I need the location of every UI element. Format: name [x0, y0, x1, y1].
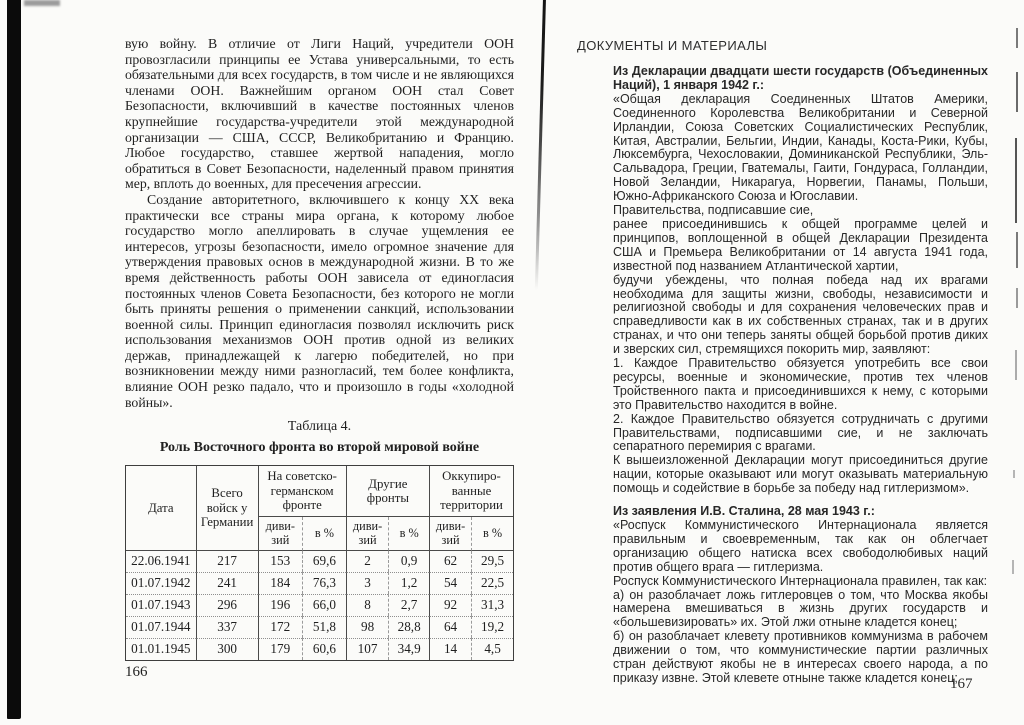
- document-paragraph: ранее присоединившись к общей программе целей и принципов, воплощенной в общей Декларации Президента США и Премьера Великобритании от 14 августа 1941 года, известной под названием Атлантической хартии,: [613, 216, 988, 273]
- document-paragraph: б) он разоблачает клевету противников коммунизма в рабочем движении о том, что коммунистические партии различных стран действуют якобы не в интересах своего народа, а по приказу извне. Этой клевете отныне также кладется конец;: [613, 629, 988, 685]
- scan-gutter-line: [535, 0, 546, 290]
- cell-value: 1,2: [388, 572, 429, 594]
- cell-value: 172: [258, 616, 303, 638]
- table-row: [126, 638, 513, 660]
- cell-date: 01.01.1945: [126, 638, 196, 660]
- document-paragraph: К вышеизложенной Декларации могут присоединиться другие нации, которые оказывают или могут оказывать материальную помощь и содействие в борьбе за победу над гитлеризмом».: [613, 453, 988, 496]
- cell-value: 54: [429, 572, 471, 594]
- table-row: [126, 572, 513, 594]
- table-row: [126, 616, 513, 638]
- cell-value: 29,5: [471, 551, 513, 572]
- body-paragraph: Создание авторитетного, включившего к концу XX века практически все страны мира органа, к которому любое государство могло апеллировать в случае ущемления ее интересов, угрозы безопасности, имело огромное значение для утверждения правовых основ в международной жизни. В то же время действенность работы ООН зависела от единогласия постоянных членов Совета Безопасности, без которого не могли быть приняты решения о применении санкций, использовании военной силы. Принцип единогласия позволял исключить риск использования механизмов ООН против одной из великих держав, принадлежащей к лагерю победителей, но при возникновении между ними разногласий, тем более конфликта, влияние ООН резко падало, что и произошло в годы «холодной войны».: [125, 191, 514, 410]
- scan-edge-mark: [1016, 72, 1018, 112]
- cell-value: 184: [258, 572, 303, 594]
- col-header-date: Дата: [126, 466, 196, 551]
- document-paragraph: 1. Каждое Правительство обязуется употребить все свои ресурсы, военные и экономические, против тех членов Тройственного пакта и присоединившихся к нему, с которыми это Правительство находится в войне.: [613, 356, 988, 412]
- cell-value: 14: [429, 638, 471, 660]
- section-header: ДОКУМЕНТЫ И МАТЕРИАЛЫ: [577, 38, 768, 53]
- cell-total: 300: [196, 638, 258, 660]
- left-page: [125, 36, 514, 661]
- cell-value: 3: [346, 572, 389, 594]
- scan-edge-mark: [1012, 560, 1014, 574]
- right-page: [577, 38, 989, 686]
- cell-value: 62: [429, 551, 471, 572]
- cell-value: 34,9: [388, 638, 429, 660]
- col-group-occupied: Оккупиро-ванные территории: [429, 466, 513, 517]
- body-paragraph: вую войну. В отличие от Лиги Наций, учредители ООН провозгласили принципы ее Устава универсальными, то есть обязательными для всех государств, в том числе и не являющихся членами ООН. Важнейшим органом ООН стал Совет Безопасности, включивший в качестве постоянных членов крупнейшие государства-учредители этой международной организации — США, СССР, Великобританию и Францию. Любое государство, ставшее жертвой нападения, могло обратиться в Совет Безопасности, наделенный правом принятия мер, вплоть до военных, для пресечения агрессии.: [125, 36, 514, 192]
- cell-date: 22.06.1941: [131, 553, 191, 569]
- cell-value: 76,3: [302, 572, 346, 594]
- document-paragraph: «Роспуск Коммунистического Интернационала является правильным и своевременным, так как он облегчает организацию общего натиска всех свободолюбивых наций против общего врага — гитлеризма.: [613, 518, 988, 574]
- document-paragraph: Роспуск Коммунистического Интернационала правилен, так как:: [613, 573, 988, 588]
- cell-value: 2: [346, 551, 389, 572]
- subheader-percent: в %: [388, 517, 429, 551]
- table-group-header-row: [126, 466, 513, 517]
- cell-value: 69,6: [302, 551, 346, 572]
- cell-total: 296: [196, 594, 258, 616]
- cell-value: 28,8: [388, 616, 429, 638]
- subheader-percent: в %: [302, 517, 346, 551]
- scan-binding-bar: [7, 0, 21, 719]
- scan-edge-mark: [1015, 138, 1017, 223]
- documents-body: [613, 65, 988, 686]
- cell-value: 107: [346, 638, 389, 660]
- page-number-left: 166: [125, 664, 148, 680]
- eastern-front-table: [125, 465, 514, 661]
- cell-value: 4,5: [471, 638, 513, 660]
- document-paragraph: «Общая декларация Соединенных Штатов Америки, Соединенного Королевства Великобритании и Северной Ирландии, Союза Советских Социалистических Республик, Китая, Австралии, Бельгии, Индии, Канады, Коста-Рики, Кубы, Люксембурга, Чехословакии, Доминиканской Республики, Эль-Сальвадора, Греции, Гватемалы, Гаити, Гондураса, Голландии, Новой Зеландии, Никарагуа, Норвегии, Панамы, Польши, Южно-Африканского Союза и Югославии.: [613, 91, 988, 204]
- subheader-divisions: диви-зий: [429, 517, 471, 551]
- document-paragraph: 2. Каждое Правительство обязуется сотрудничать с другими Правительствами, подписавшими сие, и не заключать сепаратного перемирия с врагами.: [613, 411, 988, 454]
- cell-date: 01.07.1943: [126, 594, 196, 616]
- cell-date: 01.07.1944: [126, 616, 196, 638]
- table-row: [126, 551, 513, 572]
- cell-value: 2,7: [388, 594, 429, 616]
- document-heading: Из заявления И.В. Сталина, 28 мая 1943 г.:: [613, 504, 875, 519]
- document-heading: Из Декларации двадцати шести государств (Объединенных Наций), 1 января 1942 г.:: [613, 64, 988, 92]
- scan-edge-mark: [1016, 28, 1018, 48]
- subheader-percent: в %: [471, 517, 513, 551]
- table-caption: Таблица 4.: [287, 419, 352, 435]
- cell-value: 60,6: [302, 638, 346, 660]
- subheader-divisions: диви-зий: [258, 517, 303, 551]
- table-row: [126, 594, 513, 616]
- cell-value: 64: [429, 616, 471, 638]
- cell-total: 337: [196, 616, 258, 638]
- cell-value: 51,8: [302, 616, 346, 638]
- table-title: Роль Восточного фронта во второй мировой войне: [159, 440, 480, 456]
- cell-value: 66,0: [302, 594, 346, 616]
- col-header-total: Всего войск у Германии: [196, 466, 258, 551]
- cell-value: 92: [429, 594, 471, 616]
- cell-value: 8: [346, 594, 389, 616]
- scan-edge-mark: [1015, 350, 1017, 380]
- cell-date: 01.07.1942: [126, 572, 196, 594]
- page-number-right: 167: [950, 676, 973, 692]
- cell-total: 217: [196, 551, 258, 572]
- subheader-divisions: диви-зий: [346, 517, 389, 551]
- document-paragraph: а) он разоблачает ложь гитлеровцев о том, что Москва якобы намерена вмешиваться в жизнь других государств и «большевизировать» их. Этой лжи отныне кладется конец;: [613, 587, 988, 630]
- col-group-soviet-front: На советско-германском фронте: [258, 466, 346, 517]
- scan-top-smudge: [24, 0, 60, 6]
- scan-edge-mark: [1016, 232, 1018, 268]
- cell-value: 31,3: [471, 594, 513, 616]
- scan-edge-mark: [1016, 288, 1018, 308]
- scan-edge-mark: [1013, 470, 1015, 478]
- cell-value: 179: [258, 638, 303, 660]
- cell-total: 241: [196, 572, 258, 594]
- cell-value: 0,9: [388, 551, 429, 572]
- cell-value: 153: [258, 551, 303, 572]
- document-paragraph: Правительства, подписавшие сие,: [613, 203, 814, 218]
- document-paragraph: будучи убеждены, что полная победа над их врагами необходима для защиты жизни, свободы, независимости и религиозной свободы и для сохранения человеческих прав и справедливости как в их собственных странах, так и в других странах, и что они теперь заняты общей борьбой против диких и зверских сил, стремящихся покорить мир, заявляют:: [613, 272, 988, 357]
- cell-value: 19,2: [471, 616, 513, 638]
- col-group-other-fronts: Другие фронты: [346, 466, 429, 517]
- cell-value: 98: [346, 616, 389, 638]
- cell-value: 22,5: [471, 572, 513, 594]
- cell-value: 196: [258, 594, 303, 616]
